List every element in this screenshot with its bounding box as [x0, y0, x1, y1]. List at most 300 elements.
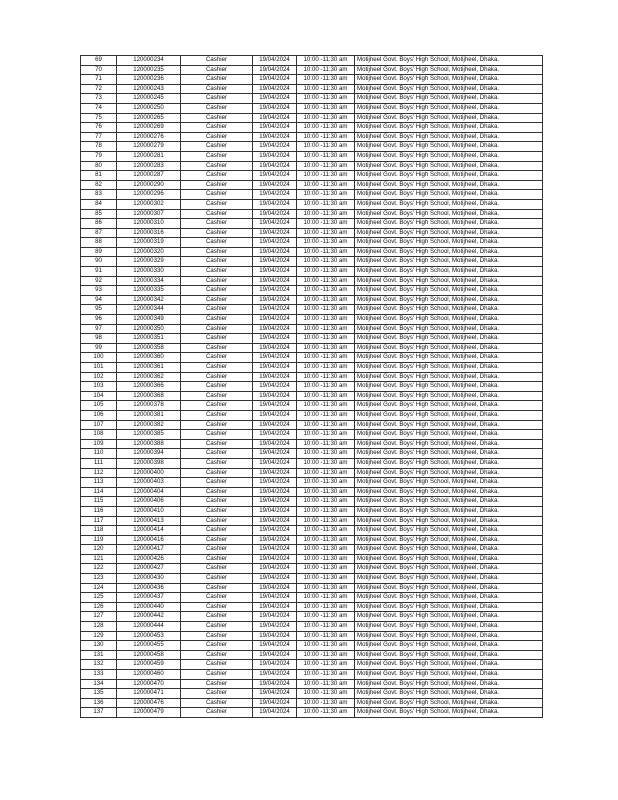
- roll-cell: 120000320: [117, 247, 181, 257]
- date-cell: 19/04/2024: [253, 315, 297, 325]
- time-cell: 10:00 -11:30 am: [297, 698, 355, 708]
- time-cell: 10:00 -11:30 am: [297, 391, 355, 401]
- table-row: [81, 334, 543, 344]
- date-cell: 19/04/2024: [253, 75, 297, 85]
- venue-cell: Motijheel Govt. Boys' High School, Motijheel, Dhaka.: [355, 199, 543, 209]
- post-cell: Cashier: [181, 295, 253, 305]
- date-cell: 19/04/2024: [253, 132, 297, 142]
- serial-cell: 120: [81, 545, 117, 555]
- date-cell: 19/04/2024: [253, 650, 297, 660]
- venue-cell: Motijheel Govt. Boys' High School, Motijheel, Dhaka.: [355, 238, 543, 248]
- serial-cell: 119: [81, 535, 117, 545]
- date-cell: 19/04/2024: [253, 458, 297, 468]
- table-row: [81, 602, 543, 612]
- table-row: [81, 679, 543, 689]
- venue-cell: Motijheel Govt. Boys' High School, Motijheel, Dhaka.: [355, 449, 543, 459]
- post-cell: Cashier: [181, 238, 253, 248]
- roll-cell: 120000361: [117, 363, 181, 373]
- serial-cell: 127: [81, 612, 117, 622]
- roll-cell: 120000406: [117, 497, 181, 507]
- serial-cell: 88: [81, 238, 117, 248]
- roll-cell: 120000342: [117, 295, 181, 305]
- roll-cell: 120000398: [117, 458, 181, 468]
- date-cell: 19/04/2024: [253, 94, 297, 104]
- post-cell: Cashier: [181, 545, 253, 555]
- post-cell: Cashier: [181, 401, 253, 411]
- table-row: [81, 660, 543, 670]
- roll-cell: 120000410: [117, 506, 181, 516]
- date-cell: 19/04/2024: [253, 84, 297, 94]
- date-cell: 19/04/2024: [253, 372, 297, 382]
- venue-cell: Motijheel Govt. Boys' High School, Motijheel, Dhaka.: [355, 161, 543, 171]
- date-cell: 19/04/2024: [253, 353, 297, 363]
- time-cell: 10:00 -11:30 am: [297, 190, 355, 200]
- roll-cell: 120000403: [117, 478, 181, 488]
- serial-cell: 110: [81, 449, 117, 459]
- post-cell: Cashier: [181, 343, 253, 353]
- venue-cell: Motijheel Govt. Boys' High School, Motijheel, Dhaka.: [355, 516, 543, 526]
- table-row: [81, 631, 543, 641]
- date-cell: 19/04/2024: [253, 103, 297, 113]
- date-cell: 19/04/2024: [253, 420, 297, 430]
- table-row: [81, 574, 543, 584]
- serial-cell: 123: [81, 574, 117, 584]
- venue-cell: Motijheel Govt. Boys' High School, Motijheel, Dhaka.: [355, 506, 543, 516]
- time-cell: 10:00 -11:30 am: [297, 401, 355, 411]
- date-cell: 19/04/2024: [253, 478, 297, 488]
- roll-cell: 120000458: [117, 650, 181, 660]
- time-cell: 10:00 -11:30 am: [297, 123, 355, 133]
- serial-cell: 102: [81, 372, 117, 382]
- roll-cell: 120000302: [117, 199, 181, 209]
- serial-cell: 112: [81, 468, 117, 478]
- venue-cell: Motijheel Govt. Boys' High School, Motijheel, Dhaka.: [355, 94, 543, 104]
- venue-cell: Motijheel Govt. Boys' High School, Motijheel, Dhaka.: [355, 458, 543, 468]
- date-cell: 19/04/2024: [253, 487, 297, 497]
- table-row: [81, 564, 543, 574]
- post-cell: Cashier: [181, 526, 253, 536]
- serial-cell: 73: [81, 94, 117, 104]
- venue-cell: Motijheel Govt. Boys' High School, Motijheel, Dhaka.: [355, 295, 543, 305]
- serial-cell: 136: [81, 698, 117, 708]
- date-cell: 19/04/2024: [253, 238, 297, 248]
- serial-cell: 71: [81, 75, 117, 85]
- date-cell: 19/04/2024: [253, 708, 297, 718]
- time-cell: 10:00 -11:30 am: [297, 65, 355, 75]
- time-cell: 10:00 -11:30 am: [297, 708, 355, 718]
- table-row: [81, 506, 543, 516]
- time-cell: 10:00 -11:30 am: [297, 142, 355, 152]
- date-cell: 19/04/2024: [253, 554, 297, 564]
- serial-cell: 85: [81, 209, 117, 219]
- time-cell: 10:00 -11:30 am: [297, 324, 355, 334]
- venue-cell: Motijheel Govt. Boys' High School, Motijheel, Dhaka.: [355, 612, 543, 622]
- venue-cell: Motijheel Govt. Boys' High School, Motijheel, Dhaka.: [355, 574, 543, 584]
- post-cell: Cashier: [181, 228, 253, 238]
- time-cell: 10:00 -11:30 am: [297, 439, 355, 449]
- time-cell: 10:00 -11:30 am: [297, 199, 355, 209]
- roll-cell: 120000316: [117, 228, 181, 238]
- post-cell: Cashier: [181, 650, 253, 660]
- time-cell: 10:00 -11:30 am: [297, 363, 355, 373]
- post-cell: Cashier: [181, 103, 253, 113]
- date-cell: 19/04/2024: [253, 180, 297, 190]
- serial-cell: 124: [81, 583, 117, 593]
- venue-cell: Motijheel Govt. Boys' High School, Motijheel, Dhaka.: [355, 526, 543, 536]
- date-cell: 19/04/2024: [253, 583, 297, 593]
- post-cell: Cashier: [181, 516, 253, 526]
- date-cell: 19/04/2024: [253, 209, 297, 219]
- venue-cell: Motijheel Govt. Boys' High School, Motijheel, Dhaka.: [355, 650, 543, 660]
- serial-cell: 75: [81, 113, 117, 123]
- post-cell: Cashier: [181, 84, 253, 94]
- time-cell: 10:00 -11:30 am: [297, 56, 355, 66]
- serial-cell: 106: [81, 410, 117, 420]
- serial-cell: 130: [81, 641, 117, 651]
- serial-cell: 128: [81, 622, 117, 632]
- venue-cell: Motijheel Govt. Boys' High School, Motijheel, Dhaka.: [355, 410, 543, 420]
- date-cell: 19/04/2024: [253, 56, 297, 66]
- post-cell: Cashier: [181, 209, 253, 219]
- seat-plan-table: [80, 55, 543, 718]
- date-cell: 19/04/2024: [253, 391, 297, 401]
- table-row: [81, 132, 543, 142]
- venue-cell: Motijheel Govt. Boys' High School, Motijheel, Dhaka.: [355, 113, 543, 123]
- serial-cell: 69: [81, 56, 117, 66]
- serial-cell: 77: [81, 132, 117, 142]
- venue-cell: Motijheel Govt. Boys' High School, Motijheel, Dhaka.: [355, 698, 543, 708]
- date-cell: 19/04/2024: [253, 305, 297, 315]
- date-cell: 19/04/2024: [253, 612, 297, 622]
- table-row: [81, 363, 543, 373]
- date-cell: 19/04/2024: [253, 641, 297, 651]
- venue-cell: Motijheel Govt. Boys' High School, Motijheel, Dhaka.: [355, 497, 543, 507]
- time-cell: 10:00 -11:30 am: [297, 228, 355, 238]
- serial-cell: 122: [81, 564, 117, 574]
- serial-cell: 135: [81, 689, 117, 699]
- table-row: [81, 84, 543, 94]
- table-row: [81, 315, 543, 325]
- venue-cell: Motijheel Govt. Boys' High School, Motijheel, Dhaka.: [355, 219, 543, 229]
- roll-cell: 120000330: [117, 267, 181, 277]
- time-cell: 10:00 -11:30 am: [297, 334, 355, 344]
- roll-cell: 120000444: [117, 622, 181, 632]
- roll-cell: 120000470: [117, 679, 181, 689]
- time-cell: 10:00 -11:30 am: [297, 602, 355, 612]
- venue-cell: Motijheel Govt. Boys' High School, Motijheel, Dhaka.: [355, 209, 543, 219]
- venue-cell: Motijheel Govt. Boys' High School, Motijheel, Dhaka.: [355, 430, 543, 440]
- venue-cell: Motijheel Govt. Boys' High School, Motijheel, Dhaka.: [355, 247, 543, 257]
- time-cell: 10:00 -11:30 am: [297, 161, 355, 171]
- time-cell: 10:00 -11:30 am: [297, 468, 355, 478]
- post-cell: Cashier: [181, 487, 253, 497]
- venue-cell: Motijheel Govt. Boys' High School, Motijheel, Dhaka.: [355, 545, 543, 555]
- serial-cell: 99: [81, 343, 117, 353]
- venue-cell: Motijheel Govt. Boys' High School, Motijheel, Dhaka.: [355, 353, 543, 363]
- serial-cell: 116: [81, 506, 117, 516]
- post-cell: Cashier: [181, 382, 253, 392]
- post-cell: Cashier: [181, 506, 253, 516]
- venue-cell: Motijheel Govt. Boys' High School, Motijheel, Dhaka.: [355, 478, 543, 488]
- roll-cell: 120000459: [117, 660, 181, 670]
- roll-cell: 120000265: [117, 113, 181, 123]
- roll-cell: 120000287: [117, 171, 181, 181]
- venue-cell: Motijheel Govt. Boys' High School, Motijheel, Dhaka.: [355, 315, 543, 325]
- post-cell: Cashier: [181, 75, 253, 85]
- post-cell: Cashier: [181, 660, 253, 670]
- venue-cell: Motijheel Govt. Boys' High School, Motijheel, Dhaka.: [355, 103, 543, 113]
- time-cell: 10:00 -11:30 am: [297, 94, 355, 104]
- venue-cell: Motijheel Govt. Boys' High School, Motijheel, Dhaka.: [355, 554, 543, 564]
- venue-cell: Motijheel Govt. Boys' High School, Motijheel, Dhaka.: [355, 267, 543, 277]
- post-cell: Cashier: [181, 161, 253, 171]
- roll-cell: 120000351: [117, 334, 181, 344]
- venue-cell: Motijheel Govt. Boys' High School, Motijheel, Dhaka.: [355, 382, 543, 392]
- venue-cell: Motijheel Govt. Boys' High School, Motijheel, Dhaka.: [355, 535, 543, 545]
- serial-cell: 133: [81, 670, 117, 680]
- date-cell: 19/04/2024: [253, 497, 297, 507]
- venue-cell: Motijheel Govt. Boys' High School, Motijheel, Dhaka.: [355, 324, 543, 334]
- venue-cell: Motijheel Govt. Boys' High School, Motijheel, Dhaka.: [355, 439, 543, 449]
- date-cell: 19/04/2024: [253, 631, 297, 641]
- serial-cell: 129: [81, 631, 117, 641]
- venue-cell: Motijheel Govt. Boys' High School, Motijheel, Dhaka.: [355, 708, 543, 718]
- serial-cell: 125: [81, 593, 117, 603]
- venue-cell: Motijheel Govt. Boys' High School, Motijheel, Dhaka.: [355, 56, 543, 66]
- venue-cell: Motijheel Govt. Boys' High School, Motijheel, Dhaka.: [355, 487, 543, 497]
- roll-cell: 120000243: [117, 84, 181, 94]
- roll-cell: 120000362: [117, 372, 181, 382]
- roll-cell: 120000440: [117, 602, 181, 612]
- post-cell: Cashier: [181, 641, 253, 651]
- venue-cell: Motijheel Govt. Boys' High School, Motijheel, Dhaka.: [355, 334, 543, 344]
- post-cell: Cashier: [181, 689, 253, 699]
- post-cell: Cashier: [181, 180, 253, 190]
- date-cell: 19/04/2024: [253, 602, 297, 612]
- serial-cell: 104: [81, 391, 117, 401]
- date-cell: 19/04/2024: [253, 65, 297, 75]
- table-row: [81, 430, 543, 440]
- date-cell: 19/04/2024: [253, 190, 297, 200]
- post-cell: Cashier: [181, 113, 253, 123]
- date-cell: 19/04/2024: [253, 535, 297, 545]
- post-cell: Cashier: [181, 583, 253, 593]
- venue-cell: Motijheel Govt. Boys' High School, Motijheel, Dhaka.: [355, 75, 543, 85]
- roll-cell: 120000236: [117, 75, 181, 85]
- roll-cell: 120000430: [117, 574, 181, 584]
- date-cell: 19/04/2024: [253, 410, 297, 420]
- time-cell: 10:00 -11:30 am: [297, 679, 355, 689]
- venue-cell: Motijheel Govt. Boys' High School, Motijheel, Dhaka.: [355, 583, 543, 593]
- serial-cell: 79: [81, 151, 117, 161]
- time-cell: 10:00 -11:30 am: [297, 305, 355, 315]
- table-row: [81, 708, 543, 718]
- roll-cell: 120000290: [117, 180, 181, 190]
- time-cell: 10:00 -11:30 am: [297, 209, 355, 219]
- date-cell: 19/04/2024: [253, 449, 297, 459]
- serial-cell: 91: [81, 267, 117, 277]
- post-cell: Cashier: [181, 56, 253, 66]
- date-cell: 19/04/2024: [253, 247, 297, 257]
- serial-cell: 98: [81, 334, 117, 344]
- post-cell: Cashier: [181, 420, 253, 430]
- serial-cell: 95: [81, 305, 117, 315]
- table-row: [81, 583, 543, 593]
- serial-cell: 126: [81, 602, 117, 612]
- venue-cell: Motijheel Govt. Boys' High School, Motijheel, Dhaka.: [355, 660, 543, 670]
- roll-cell: 120000329: [117, 257, 181, 267]
- table-row: [81, 401, 543, 411]
- post-cell: Cashier: [181, 670, 253, 680]
- post-cell: Cashier: [181, 199, 253, 209]
- post-cell: Cashier: [181, 94, 253, 104]
- venue-cell: Motijheel Govt. Boys' High School, Motijheel, Dhaka.: [355, 363, 543, 373]
- roll-cell: 120000413: [117, 516, 181, 526]
- date-cell: 19/04/2024: [253, 516, 297, 526]
- time-cell: 10:00 -11:30 am: [297, 353, 355, 363]
- venue-cell: Motijheel Govt. Boys' High School, Motijheel, Dhaka.: [355, 286, 543, 296]
- time-cell: 10:00 -11:30 am: [297, 84, 355, 94]
- serial-cell: 82: [81, 180, 117, 190]
- post-cell: Cashier: [181, 142, 253, 152]
- table-row: [81, 238, 543, 248]
- table-row: [81, 142, 543, 152]
- roll-cell: 120000414: [117, 526, 181, 536]
- roll-cell: 120000296: [117, 190, 181, 200]
- post-cell: Cashier: [181, 622, 253, 632]
- roll-cell: 120000366: [117, 382, 181, 392]
- serial-cell: 87: [81, 228, 117, 238]
- serial-cell: 134: [81, 679, 117, 689]
- post-cell: Cashier: [181, 430, 253, 440]
- post-cell: Cashier: [181, 276, 253, 286]
- post-cell: Cashier: [181, 612, 253, 622]
- date-cell: 19/04/2024: [253, 228, 297, 238]
- post-cell: Cashier: [181, 305, 253, 315]
- post-cell: Cashier: [181, 171, 253, 181]
- venue-cell: Motijheel Govt. Boys' High School, Motijheel, Dhaka.: [355, 190, 543, 200]
- roll-cell: 120000281: [117, 151, 181, 161]
- date-cell: 19/04/2024: [253, 324, 297, 334]
- time-cell: 10:00 -11:30 am: [297, 276, 355, 286]
- table-row: [81, 439, 543, 449]
- table-row: [81, 458, 543, 468]
- venue-cell: Motijheel Govt. Boys' High School, Motijheel, Dhaka.: [355, 180, 543, 190]
- venue-cell: Motijheel Govt. Boys' High School, Motijheel, Dhaka.: [355, 420, 543, 430]
- date-cell: 19/04/2024: [253, 382, 297, 392]
- table-row: [81, 180, 543, 190]
- post-cell: Cashier: [181, 257, 253, 267]
- time-cell: 10:00 -11:30 am: [297, 622, 355, 632]
- serial-cell: 137: [81, 708, 117, 718]
- time-cell: 10:00 -11:30 am: [297, 487, 355, 497]
- venue-cell: Motijheel Govt. Boys' High School, Motijheel, Dhaka.: [355, 602, 543, 612]
- table-row: [81, 343, 543, 353]
- time-cell: 10:00 -11:30 am: [297, 372, 355, 382]
- table-row: [81, 113, 543, 123]
- venue-cell: Motijheel Govt. Boys' High School, Motijheel, Dhaka.: [355, 305, 543, 315]
- venue-cell: Motijheel Govt. Boys' High School, Motijheel, Dhaka.: [355, 622, 543, 632]
- time-cell: 10:00 -11:30 am: [297, 410, 355, 420]
- roll-cell: 120000436: [117, 583, 181, 593]
- serial-cell: 92: [81, 276, 117, 286]
- post-cell: Cashier: [181, 190, 253, 200]
- table-row: [81, 698, 543, 708]
- roll-cell: 120000310: [117, 219, 181, 229]
- serial-cell: 131: [81, 650, 117, 660]
- post-cell: Cashier: [181, 535, 253, 545]
- post-cell: Cashier: [181, 554, 253, 564]
- table-row: [81, 353, 543, 363]
- serial-cell: 90: [81, 257, 117, 267]
- serial-cell: 109: [81, 439, 117, 449]
- table-row: [81, 372, 543, 382]
- table-row: [81, 199, 543, 209]
- date-cell: 19/04/2024: [253, 363, 297, 373]
- serial-cell: 101: [81, 363, 117, 373]
- time-cell: 10:00 -11:30 am: [297, 420, 355, 430]
- table-row: [81, 103, 543, 113]
- time-cell: 10:00 -11:30 am: [297, 315, 355, 325]
- time-cell: 10:00 -11:30 am: [297, 526, 355, 536]
- roll-cell: 120000453: [117, 631, 181, 641]
- date-cell: 19/04/2024: [253, 622, 297, 632]
- roll-cell: 120000250: [117, 103, 181, 113]
- serial-cell: 78: [81, 142, 117, 152]
- table-row: [81, 209, 543, 219]
- table-row: [81, 612, 543, 622]
- roll-cell: 120000437: [117, 593, 181, 603]
- serial-cell: 108: [81, 430, 117, 440]
- table-row: [81, 410, 543, 420]
- date-cell: 19/04/2024: [253, 219, 297, 229]
- table-row: [81, 267, 543, 277]
- time-cell: 10:00 -11:30 am: [297, 430, 355, 440]
- roll-cell: 120000283: [117, 161, 181, 171]
- serial-cell: 93: [81, 286, 117, 296]
- date-cell: 19/04/2024: [253, 468, 297, 478]
- serial-cell: 132: [81, 660, 117, 670]
- time-cell: 10:00 -11:30 am: [297, 564, 355, 574]
- date-cell: 19/04/2024: [253, 276, 297, 286]
- post-cell: Cashier: [181, 132, 253, 142]
- date-cell: 19/04/2024: [253, 439, 297, 449]
- date-cell: 19/04/2024: [253, 267, 297, 277]
- date-cell: 19/04/2024: [253, 574, 297, 584]
- table-row: [81, 276, 543, 286]
- post-cell: Cashier: [181, 698, 253, 708]
- serial-cell: 74: [81, 103, 117, 113]
- serial-cell: 97: [81, 324, 117, 334]
- serial-cell: 117: [81, 516, 117, 526]
- post-cell: Cashier: [181, 564, 253, 574]
- time-cell: 10:00 -11:30 am: [297, 641, 355, 651]
- time-cell: 10:00 -11:30 am: [297, 506, 355, 516]
- roll-cell: 120000279: [117, 142, 181, 152]
- post-cell: Cashier: [181, 449, 253, 459]
- roll-cell: 120000358: [117, 343, 181, 353]
- roll-cell: 120000417: [117, 545, 181, 555]
- table-row: [81, 228, 543, 238]
- serial-cell: 118: [81, 526, 117, 536]
- roll-cell: 120000234: [117, 56, 181, 66]
- table-row: [81, 526, 543, 536]
- time-cell: 10:00 -11:30 am: [297, 458, 355, 468]
- venue-cell: Motijheel Govt. Boys' High School, Motijheel, Dhaka.: [355, 257, 543, 267]
- table-row: [81, 689, 543, 699]
- date-cell: 19/04/2024: [253, 593, 297, 603]
- time-cell: 10:00 -11:30 am: [297, 583, 355, 593]
